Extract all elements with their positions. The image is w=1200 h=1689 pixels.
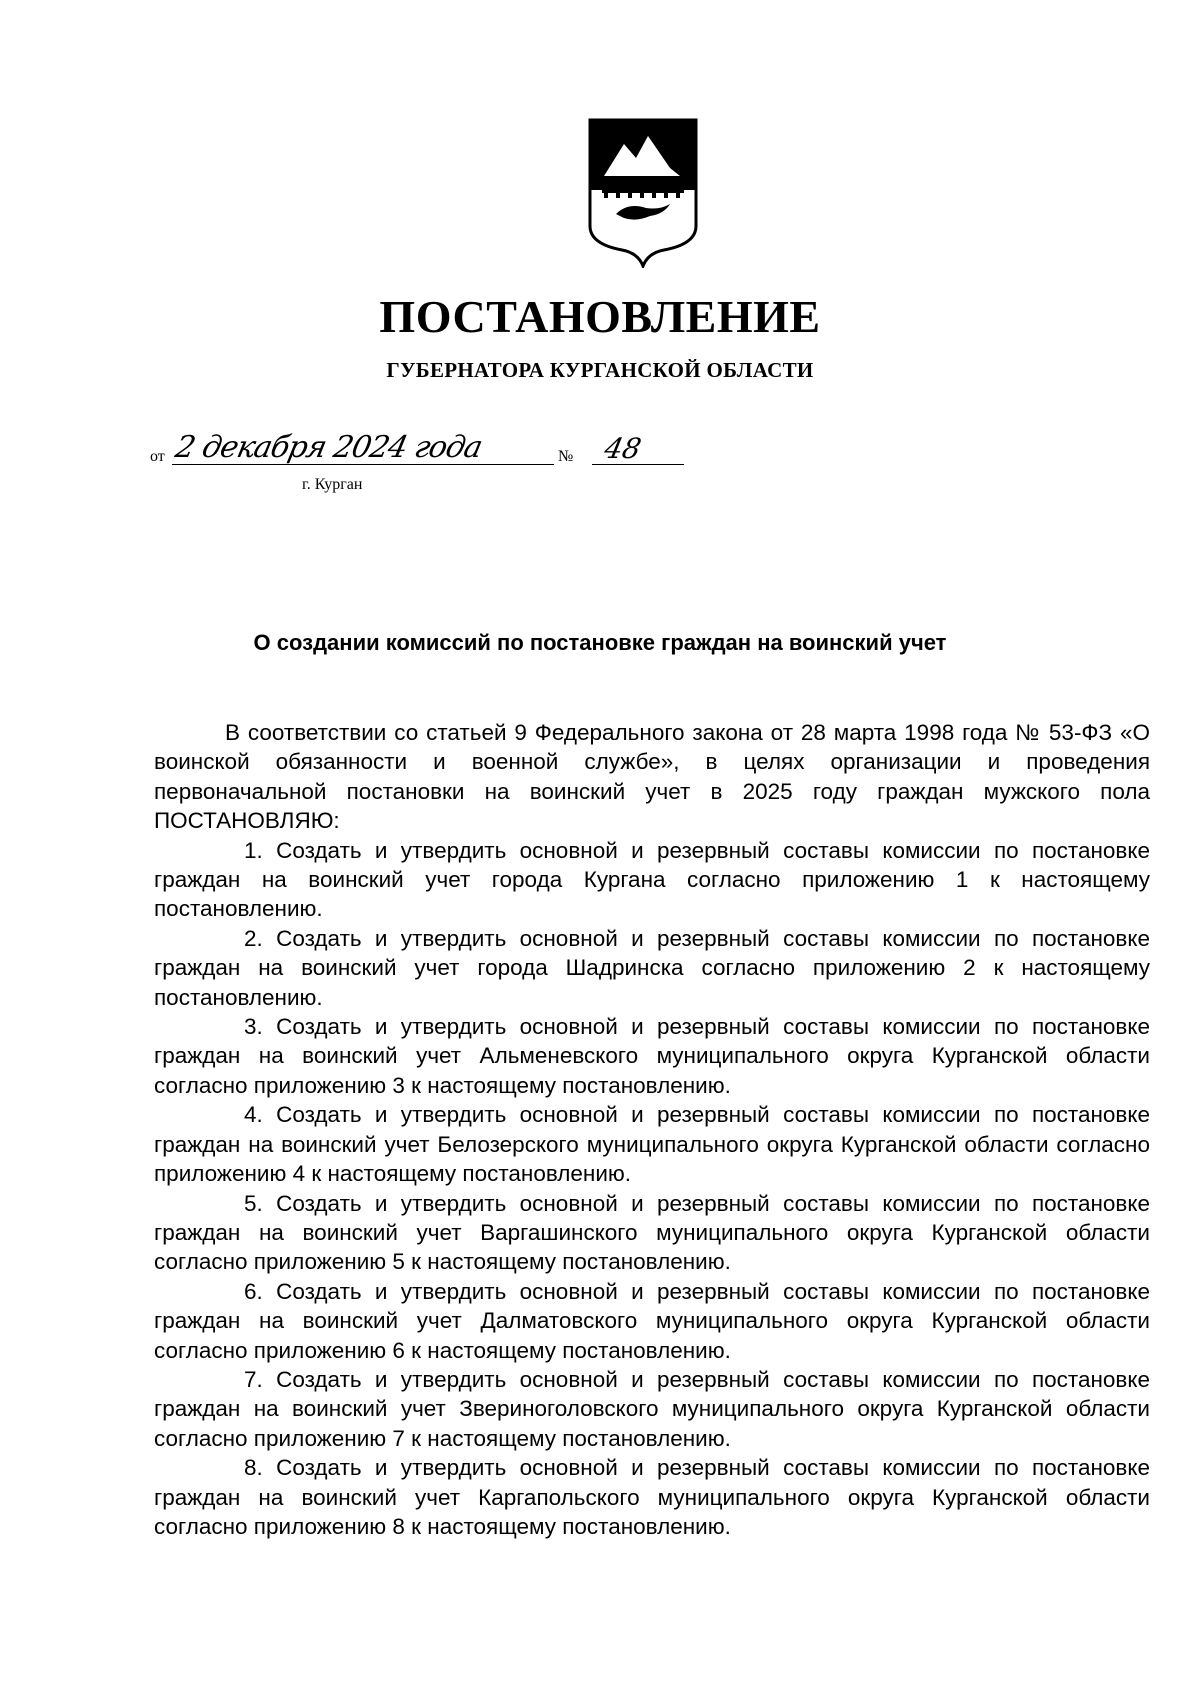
resolution-item: 4. Создать и утвердить основной и резервный составы комиссии по постановке граждан на воинский учет Белозерского муниципального округа Курганской области согласно приложению 4 к настоящему постановлению. <box>154 1102 1150 1187</box>
resolution-item: 2. Создать и утвердить основной и резервный составы комиссии по постановке граждан на воинский учет города Шадринска согласно приложению 2 к настоящему постановлению. <box>154 925 1150 1010</box>
coat-of-arms-emblem <box>588 118 698 268</box>
resolution-item: 7. Создать и утвердить основной и резервный составы комиссии по постановке граждан на воинский учет Звериноголовского муниципального округа Курганской области согласно приложению 7 к настоящему постановлению. <box>154 1366 1150 1451</box>
resolution-item: 5. Создать и утвердить основной и резервный составы комиссии по постановке граждан на воинский учет Варгашинского муниципального округа Курганской области согласно приложению 5 к настоящему постановлению. <box>154 1190 1150 1275</box>
number-underline <box>592 464 684 465</box>
resolution-item: 6. Создать и утвердить основной и резервный составы комиссии по постановке граждан на воинский учет Далматовского муниципального округа Курганской области согласно приложению 6 к настоящему постановлению. <box>154 1278 1150 1363</box>
handwritten-date: 2 декабря 2024 года <box>172 430 485 465</box>
date-prefix: от <box>150 448 165 465</box>
document-body <box>154 718 1150 1541</box>
handwritten-number: 48 <box>601 432 645 465</box>
document-heading: О создании комиссий по постановке граждан на воинский учет <box>253 630 947 655</box>
resolution-item: 3. Создать и утвердить основной и резервный составы комиссии по постановке граждан на воинский учет Альменевского муниципального округа Курганской области согласно приложению 3 к настоящему постановлению. <box>154 1014 1150 1098</box>
preamble-paragraph: В соответствии со статьей 9 Федерального закона от 28 марта 1998 года № 53-ФЗ «О воинской обязанности и военной службе», в целях организации и проведения первоначальной постановки на воинский учет в 2025 году граждан мужского пола ПОСТАНОВЛЯЮ: <box>154 720 1150 834</box>
date-number-line <box>150 430 670 506</box>
resolution-item: 1. Создать и утвердить основной и резервный составы комиссии по постановке граждан на воинский учет города Кургана согласно приложению 1 к настоящему постановлению. <box>154 837 1150 922</box>
date-underline <box>172 464 554 465</box>
issuer-subtitle: ГУБЕРНАТОРА КУРГАНСКОЙ ОБЛАСТИ <box>386 358 814 382</box>
number-label: № <box>558 448 574 465</box>
resolution-item: 8. Создать и утвердить основной и резервный составы комиссии по постановке граждан на воинский учет Каргапольского муниципального округа Курганской области согласно приложению 8 к настоящему постановлению. <box>154 1455 1150 1539</box>
document-type-title: ПОСТАНОВЛЕНИЕ <box>379 291 821 342</box>
city-label: г. Курган <box>302 476 363 493</box>
